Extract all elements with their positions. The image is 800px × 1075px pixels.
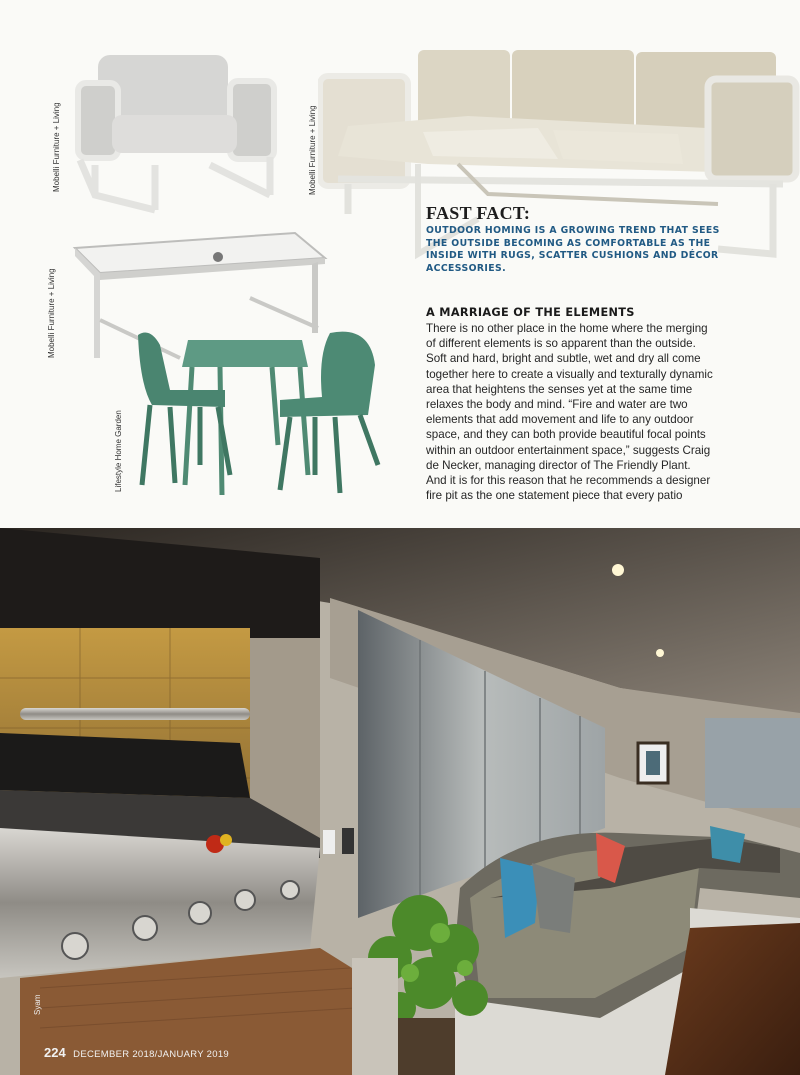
fast-fact-line: INSIDE WITH RUGS, SCATTER CUSHIONS AND DÉCOR [426, 250, 719, 261]
section-heading: A MARRIAGE OF THE ELEMENTS [426, 306, 635, 319]
credit-sofa: Mobelli Furniture + Living [308, 105, 317, 195]
article-body [426, 321, 796, 503]
credit-dining-set: Lifestyle Home Garden [114, 410, 123, 492]
fast-fact-line: ACCESSORIES. [426, 262, 507, 274]
body-line: of different elements is so apparent than the outside. [426, 337, 696, 351]
credit-armchair: Mobelli Furniture + Living [52, 102, 61, 192]
body-line: de Necker, managing director of The Friendly Plant. [426, 458, 691, 472]
body-line: space, and they can both provide beautiful focal points [426, 428, 706, 442]
body-line: within an outdoor entertainment space,” suggests Craig [426, 443, 711, 457]
fast-fact-title: FAST FACT: [426, 203, 531, 223]
credit-side-table: Mobelli Furniture + Living [47, 268, 56, 358]
body-line: relaxes the body and mind. “Fire and water are two [426, 398, 688, 412]
credit-photo: Syam [33, 994, 42, 1015]
dining-set-image [130, 325, 390, 500]
body-line: elements that add movement and life to any outdoor [426, 413, 694, 427]
body-line: And it is for this reason that he recommends a designer [426, 474, 711, 488]
body-line: fire pit as the one statement piece that every patio [426, 489, 683, 503]
armchair-image [60, 45, 300, 225]
body-line: area that heightens the senses yet at the same time [426, 382, 693, 396]
page-footer [44, 1044, 229, 1062]
body-line: Soft and hard, bright and subtle, wet and dry all come [426, 352, 701, 366]
fast-fact-line: THE OUTSIDE BECOMING AS COMFORTABLE AS THE [426, 237, 711, 249]
body-line: together here to create a visually and texturally dynamic [426, 367, 713, 381]
issue-date: DECEMBER 2018/JANUARY 2019 [73, 1049, 229, 1060]
patio-photo [0, 528, 800, 1075]
page-number: 224 [44, 1045, 66, 1060]
fast-fact-body [426, 225, 720, 275]
body-line: There is no other place in the home where the merging [426, 322, 708, 335]
fast-fact-line: OUTDOOR HOMING IS A GROWING TREND THAT SEES [426, 225, 720, 236]
